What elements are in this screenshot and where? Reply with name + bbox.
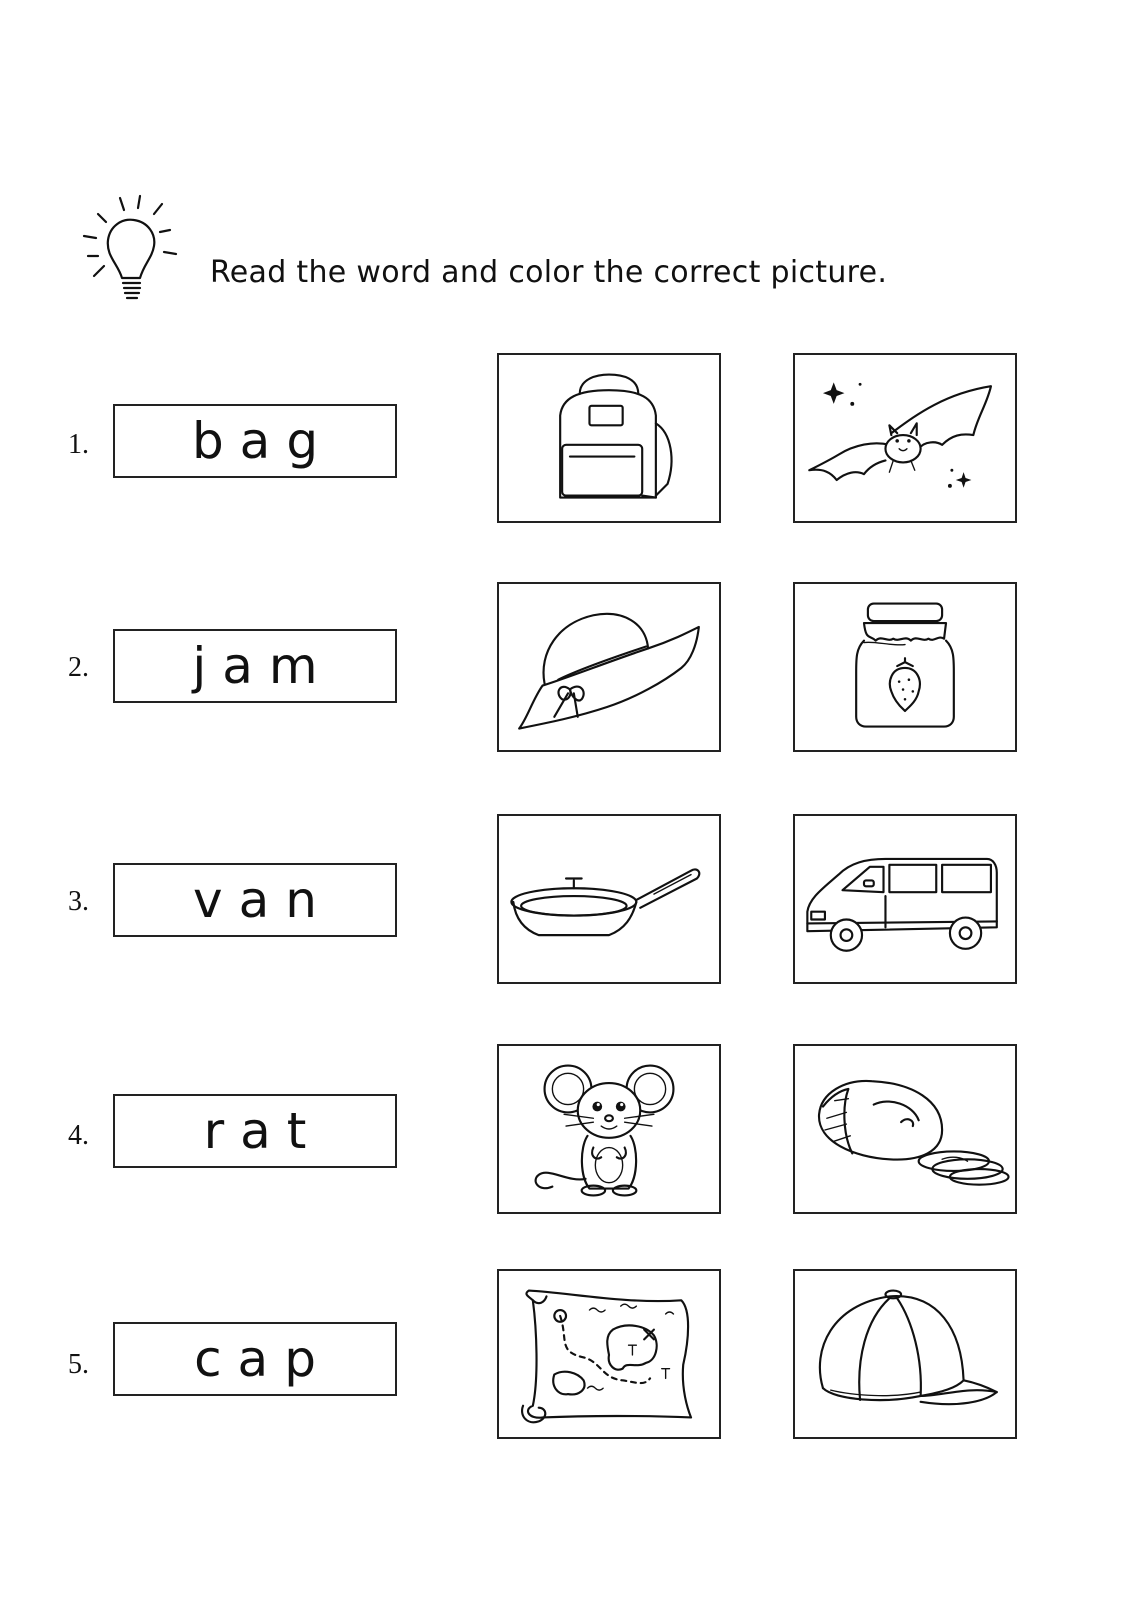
treasure-map-icon [499,1271,719,1437]
word-text: cap [194,1330,332,1388]
picture-choice[interactable] [793,353,1017,523]
exercise-row-2 [0,582,1140,752]
rat-icon [499,1046,719,1212]
item-number: 4. [68,1120,89,1151]
hat-icon [499,584,719,750]
picture-choice[interactable] [497,353,721,523]
ham-icon [795,1046,1015,1212]
cap-icon [795,1271,1015,1437]
jam-jar-icon [795,584,1015,750]
word-box [113,1094,397,1168]
word-text: bag [191,412,335,470]
lightbulb-icon [78,190,186,308]
word-box [113,404,397,478]
picture-choice[interactable] [497,814,721,984]
picture-choice[interactable] [497,1044,721,1214]
van-icon [795,816,1015,982]
word-box [113,629,397,703]
picture-choice[interactable] [793,814,1017,984]
word-text: jam [192,637,334,695]
item-number: 3. [68,886,89,917]
word-box [113,1322,397,1396]
item-number: 1. [68,429,89,460]
picture-choice[interactable] [793,582,1017,752]
item-number: 5. [68,1349,89,1380]
exercise-row-4 [0,1044,1140,1214]
instruction-text: Read the word and color the correct picture. [210,255,888,290]
item-number: 2. [68,652,89,683]
picture-choice[interactable] [497,1269,721,1439]
picture-choice[interactable] [793,1269,1017,1439]
exercise-row-5 [0,1269,1140,1439]
backpack-icon [499,355,719,521]
word-box [113,863,397,937]
exercise-row-1 [0,353,1140,523]
exercise-row-3 [0,814,1140,984]
bat-icon [795,355,1015,521]
picture-choice[interactable] [793,1044,1017,1214]
word-text: rat [203,1102,323,1160]
picture-choice[interactable] [497,582,721,752]
frying-pan-icon [499,816,719,982]
word-text: van [193,871,333,929]
